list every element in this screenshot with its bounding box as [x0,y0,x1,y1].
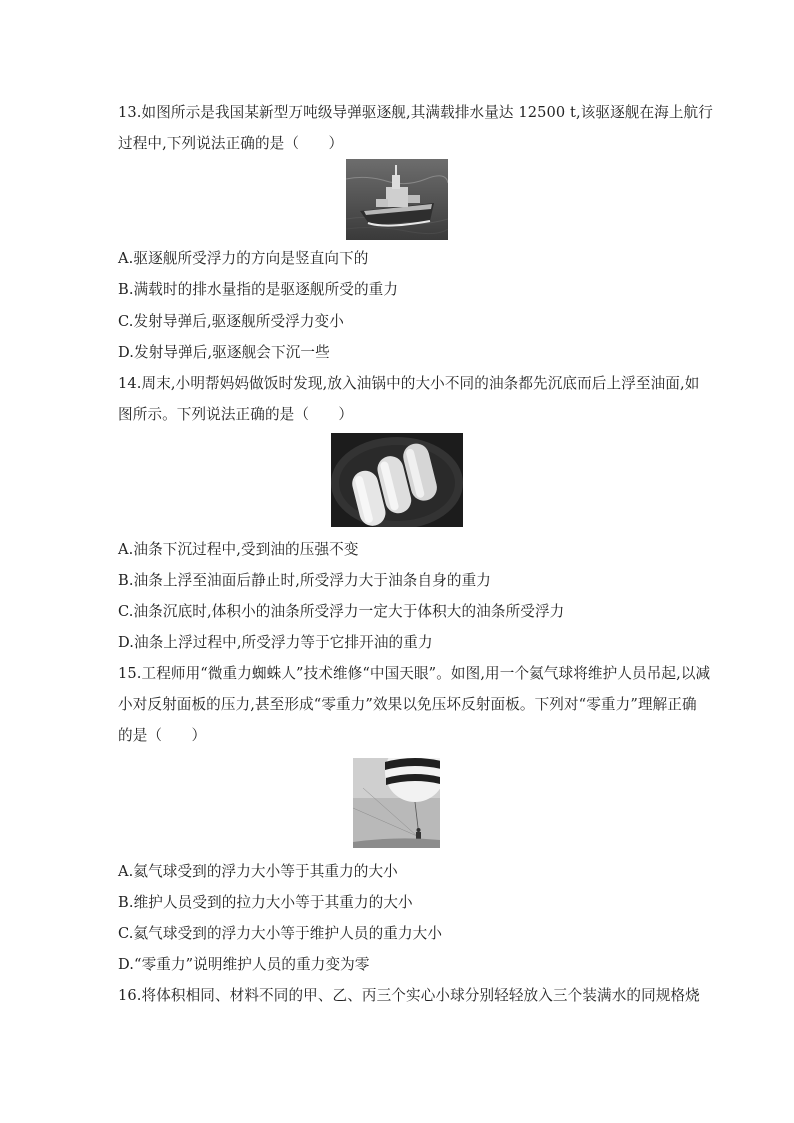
question-15-stem-line-3: 的是（ ） [118,727,207,744]
question-13-option-c: C.发射导弹后,驱逐舰所受浮力变小 [118,313,344,330]
question-15-stem-line-2: 小对反射面板的压力,甚至形成“零重力”效果以免压坏反射面板。下列对“零重力”理解正确 [118,696,697,713]
question-14-option-b: B.油条上浮至油面后静止时,所受浮力大于油条自身的重力 [118,572,491,589]
fried-dough-sticks-illustration [331,433,463,527]
question-15-option-a: A.氦气球受到的浮力大小等于其重力的大小 [118,863,398,880]
helium-balloon-photo [353,758,440,848]
question-14-stem-line-2: 图所示。下列说法正确的是（ ） [118,406,354,423]
question-14-option-d: D.油条上浮过程中,所受浮力等于它排开油的重力 [118,634,433,651]
question-13-stem-line-2: 过程中,下列说法正确的是（ ） [118,135,344,152]
fried-dough-sticks-photo [331,433,463,527]
destroyer-photo [346,159,448,240]
question-14-stem-line-1: 14.周末,小明帮妈妈做饭时发现,放入油锅中的大小不同的油条都先沉底而后上浮至油面,如 [118,375,700,392]
destroyer-illustration [346,159,448,240]
question-15-option-d: D.“零重力”说明维护人员的重力变为零 [118,956,370,973]
question-13-option-b: B.满载时的排水量指的是驱逐舰所受的重力 [118,281,399,298]
question-13-stem-line-1: 13.如图所示是我国某新型万吨级导弹驱逐舰,其满载排水量达 12500 t,该驱逐舰在海上航行 [118,104,713,121]
question-14-option-a: A.油条下沉过程中,受到油的压强不变 [118,541,359,558]
helium-balloon-illustration [353,758,440,848]
question-13-option-a: A.驱逐舰所受浮力的方向是竖直向下的 [118,250,369,267]
question-15-option-b: B.维护人员受到的拉力大小等于其重力的大小 [118,894,413,911]
question-14-option-c: C.油条沉底时,体积小的油条所受浮力一定大于体积大的油条所受浮力 [118,603,565,620]
question-15-option-c: C.氦气球受到的浮力大小等于维护人员的重力大小 [118,925,443,942]
question-15-stem-line-1: 15.工程师用“微重力蜘蛛人”技术维修“中国天眼”。如图,用一个氦气球将维护人员吊起,以减 [118,665,711,682]
question-16-stem-line-1: 16.将体积相同、材料不同的甲、乙、丙三个实心小球分别轻轻放入三个装满水的同规格烧 [118,987,700,1004]
question-13-option-d: D.发射导弹后,驱逐舰会下沉一些 [118,344,330,361]
